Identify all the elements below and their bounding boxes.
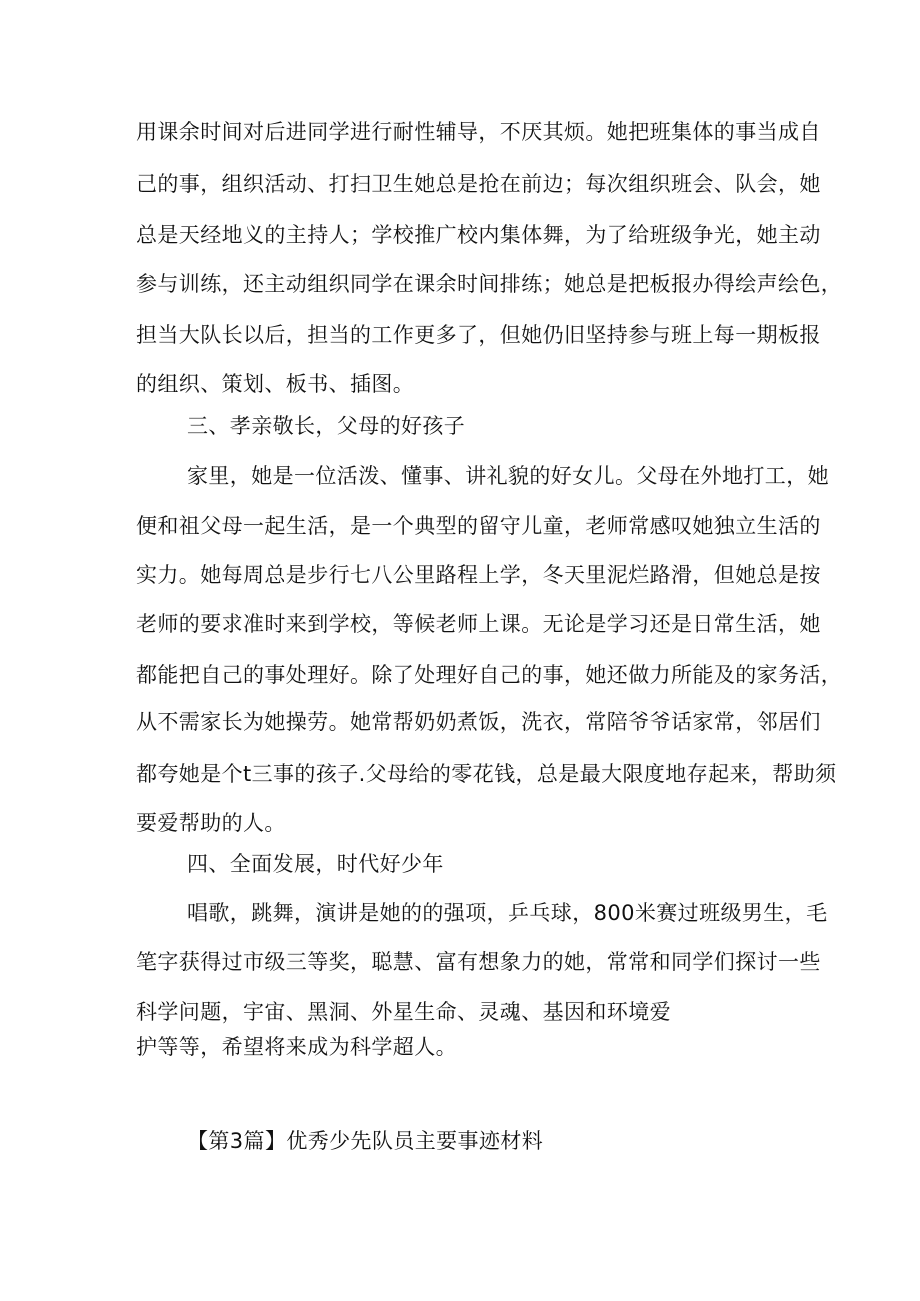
paragraph-1-line-2: 己的事，组织活动、打扫卫生她总是抢在前边；每次组织班会、队会，她 — [136, 172, 821, 196]
section-4-line-1: 唱歌，跳舞，演讲是她的的强项，乒乓球，800米赛过班级男生，毛 — [187, 901, 828, 925]
paragraph-1-line-5: 担当大队长以后，担当的工作更多了，但她仍旧坚持参与班上每一期板报 — [136, 323, 821, 347]
section-3-line-5: 都能把自己的事处理好。除了处理好自己的事，她还做力所能及的家务活， — [136, 663, 843, 687]
section-4-heading: 四、全面发展，时代好少年 — [187, 852, 444, 876]
section-3-line-4: 老师的要求准时来到学校，等候老师上课。无论是学习还是日常生活，她 — [136, 612, 821, 636]
paragraph-1-line-4: 参与训练，还主动组织同学在课余时间排练；她总是把板报办得绘声绘色， — [136, 272, 843, 296]
section-3-line-2: 便和祖父母一起生活，是一个典型的留守儿童，老师常感叹她独立生活的 — [136, 514, 821, 538]
section-3-line-7: 都夸她是个t三事的孩子.父母给的零花钱，总是最大限度地存起来，帮助须 — [136, 762, 837, 786]
paragraph-1-line-1: 用课余时间对后进同学进行耐性辅导，不厌其烦。她把班集体的事当成自 — [136, 120, 821, 144]
section-3-line-8: 要爱帮助的人。 — [136, 811, 286, 835]
paragraph-1-line-3: 总是天经地义的主持人；学校推广校内集体舞，为了给班级争光，她主动 — [136, 223, 821, 247]
section-4-line-2: 笔字获得过市级三等奖，聪慧、富有想象力的她，常常和同学们探讨一些 — [136, 950, 821, 974]
section-3-heading: 三、孝亲敬长，父母的好孩子 — [187, 414, 466, 438]
paragraph-1-line-6: 的组织、策划、板书、插图。 — [136, 372, 415, 396]
section-3-line-6: 从不需家长为她操劳。她常帮奶奶煮饭，洗衣，常陪爷爷话家常，邻居们 — [136, 710, 821, 734]
section-3-line-1: 家里，她是一位活泼、懂事、讲礼貌的好女儿。父母在外地打工，她 — [187, 464, 829, 488]
section-4-line-4: 护等等，希望将来成为科学超人。 — [136, 1035, 457, 1059]
chapter-title: 【第3篇】优秀少先队员主要事迹材料 — [187, 1129, 544, 1153]
section-3-line-3: 实力。她每周总是步行七八公里路程上学，冬天里泥烂路滑，但她总是按 — [136, 563, 821, 587]
section-4-line-3: 科学问题，宇宙、黑洞、外星生命、灵魂、基因和环境爱 — [136, 1000, 671, 1024]
